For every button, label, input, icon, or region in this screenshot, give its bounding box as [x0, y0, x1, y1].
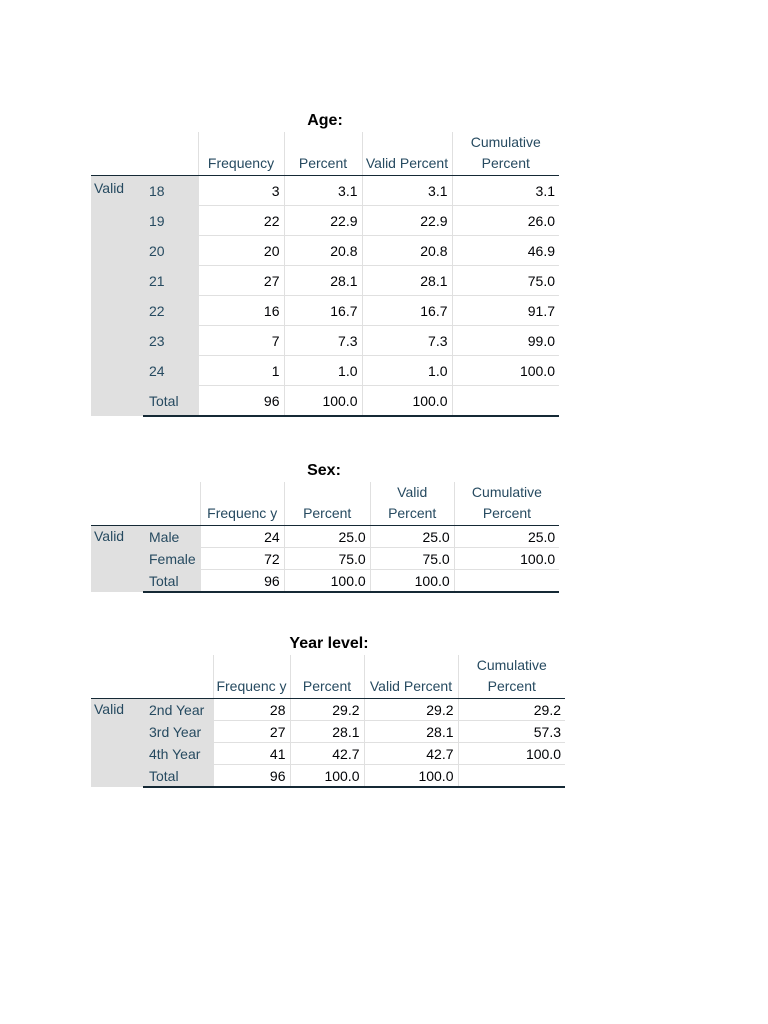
cell-valid-percent: 28.1: [362, 266, 452, 296]
cell-percent: 3.1: [284, 176, 362, 206]
cell-frequency: 20: [198, 236, 284, 266]
cell-percent: 29.2: [290, 699, 364, 721]
cell-valid-percent: 3.1: [362, 176, 452, 206]
row-label: 2nd Year: [143, 699, 213, 721]
cell-percent: 1.0: [284, 356, 362, 386]
year-level-frequency-table: [91, 633, 567, 788]
cell-frequency: 96: [198, 386, 284, 417]
cell-frequency: 41: [213, 743, 290, 765]
row-label: Total: [143, 765, 213, 788]
table-title: Age:: [307, 112, 343, 129]
cell-valid-percent: 7.3: [362, 326, 452, 356]
cell-cumulative-percent: 46.9: [452, 236, 559, 266]
cell-frequency: 27: [198, 266, 284, 296]
cell-percent: 28.1: [284, 266, 362, 296]
cell-valid-percent: 25.0: [370, 526, 454, 548]
cell-cumulative-percent: 100.0: [454, 548, 559, 570]
table-row-total: [91, 570, 559, 593]
cell-cumulative-percent: 100.0: [458, 743, 565, 765]
table-title: Sex:: [307, 462, 341, 479]
cell-cumulative-percent: [454, 570, 559, 593]
cell-cumulative-percent: 91.7: [452, 296, 559, 326]
col-header-valid-percent: Valid Percent: [364, 655, 458, 699]
row-label: 23: [143, 326, 198, 356]
table-row: [91, 206, 559, 236]
table-row-total: [91, 386, 559, 417]
cell-valid-percent: 29.2: [364, 699, 458, 721]
cell-cumulative-percent: [452, 386, 559, 417]
cell-valid-percent: 100.0: [362, 386, 452, 417]
group-label: Valid: [91, 526, 143, 593]
row-label: 3rd Year: [143, 721, 213, 743]
sex-frequency-table: [91, 460, 559, 593]
frequency-table: [91, 655, 565, 788]
cell-percent: 20.8: [284, 236, 362, 266]
cell-frequency: 7: [198, 326, 284, 356]
row-label: Total: [143, 386, 198, 417]
col-header-valid-percent: Valid Percent: [362, 132, 452, 176]
cell-cumulative-percent: 57.3: [458, 721, 565, 743]
cell-cumulative-percent: 26.0: [452, 206, 559, 236]
table-row: [91, 526, 559, 548]
col-header-frequency: Frequenc y: [213, 655, 290, 699]
cell-frequency: 3: [198, 176, 284, 206]
table-row: [91, 356, 559, 386]
table-row: [91, 699, 565, 721]
row-label: 24: [143, 356, 198, 386]
cell-percent: 16.7: [284, 296, 362, 326]
cell-cumulative-percent: 99.0: [452, 326, 559, 356]
cell-percent: 7.3: [284, 326, 362, 356]
cell-percent: 28.1: [290, 721, 364, 743]
cell-percent: 25.0: [284, 526, 370, 548]
cell-percent: 100.0: [284, 386, 362, 417]
cell-frequency: 72: [200, 548, 284, 570]
cell-cumulative-percent: 100.0: [452, 356, 559, 386]
cell-frequency: 27: [213, 721, 290, 743]
table-row: [91, 176, 559, 206]
cell-cumulative-percent: 29.2: [458, 699, 565, 721]
table-row: [91, 266, 559, 296]
cell-percent: 100.0: [284, 570, 370, 593]
cell-percent: 22.9: [284, 206, 362, 236]
cell-valid-percent: 100.0: [364, 765, 458, 788]
group-label: Valid: [91, 699, 143, 788]
row-label: Male: [143, 526, 200, 548]
cell-valid-percent: 22.9: [362, 206, 452, 236]
row-label: 19: [143, 206, 198, 236]
cell-frequency: 96: [213, 765, 290, 788]
frequency-table: [91, 482, 559, 593]
cell-valid-percent: 16.7: [362, 296, 452, 326]
cell-valid-percent: 75.0: [370, 548, 454, 570]
cell-percent: 100.0: [290, 765, 364, 788]
table-title: Year level:: [289, 635, 369, 652]
table-row: [91, 548, 559, 570]
col-header-frequency: Frequenc y: [200, 482, 284, 526]
group-label: Valid: [91, 176, 143, 417]
col-header-valid-percent: Valid Percent: [370, 482, 454, 526]
table-row: [91, 721, 565, 743]
cell-percent: 42.7: [290, 743, 364, 765]
table-row: [91, 326, 559, 356]
row-label: 21: [143, 266, 198, 296]
col-header-cumulative-percent: Cumulative Percent: [452, 132, 559, 176]
cell-cumulative-percent: 3.1: [452, 176, 559, 206]
cell-valid-percent: 1.0: [362, 356, 452, 386]
cell-cumulative-percent: 75.0: [452, 266, 559, 296]
table-row-total: [91, 765, 565, 788]
cell-frequency: 1: [198, 356, 284, 386]
cell-frequency: 22: [198, 206, 284, 236]
cell-valid-percent: 20.8: [362, 236, 452, 266]
cell-frequency: 28: [213, 699, 290, 721]
row-label: 18: [143, 176, 198, 206]
cell-percent: 75.0: [284, 548, 370, 570]
col-header-frequency: Frequency: [198, 132, 284, 176]
cell-cumulative-percent: [458, 765, 565, 788]
row-label: 20: [143, 236, 198, 266]
table-row: [91, 743, 565, 765]
col-header-cumulative-percent: Cumulative Percent: [454, 482, 559, 526]
row-label: Female: [143, 548, 200, 570]
table-row: [91, 296, 559, 326]
cell-frequency: 16: [198, 296, 284, 326]
row-label: 22: [143, 296, 198, 326]
row-label: 4th Year: [143, 743, 213, 765]
cell-valid-percent: 28.1: [364, 721, 458, 743]
col-header-cumulative-percent: Cumulative Percent: [458, 655, 565, 699]
cell-valid-percent: 42.7: [364, 743, 458, 765]
age-frequency-table: [91, 110, 559, 417]
col-header-percent: Percent: [284, 132, 362, 176]
frequency-table: [91, 132, 559, 417]
row-label: Total: [143, 570, 200, 593]
cell-valid-percent: 100.0: [370, 570, 454, 593]
table-row: [91, 236, 559, 266]
cell-frequency: 24: [200, 526, 284, 548]
col-header-percent: Percent: [290, 655, 364, 699]
cell-cumulative-percent: 25.0: [454, 526, 559, 548]
col-header-percent: Percent: [284, 482, 370, 526]
cell-frequency: 96: [200, 570, 284, 593]
